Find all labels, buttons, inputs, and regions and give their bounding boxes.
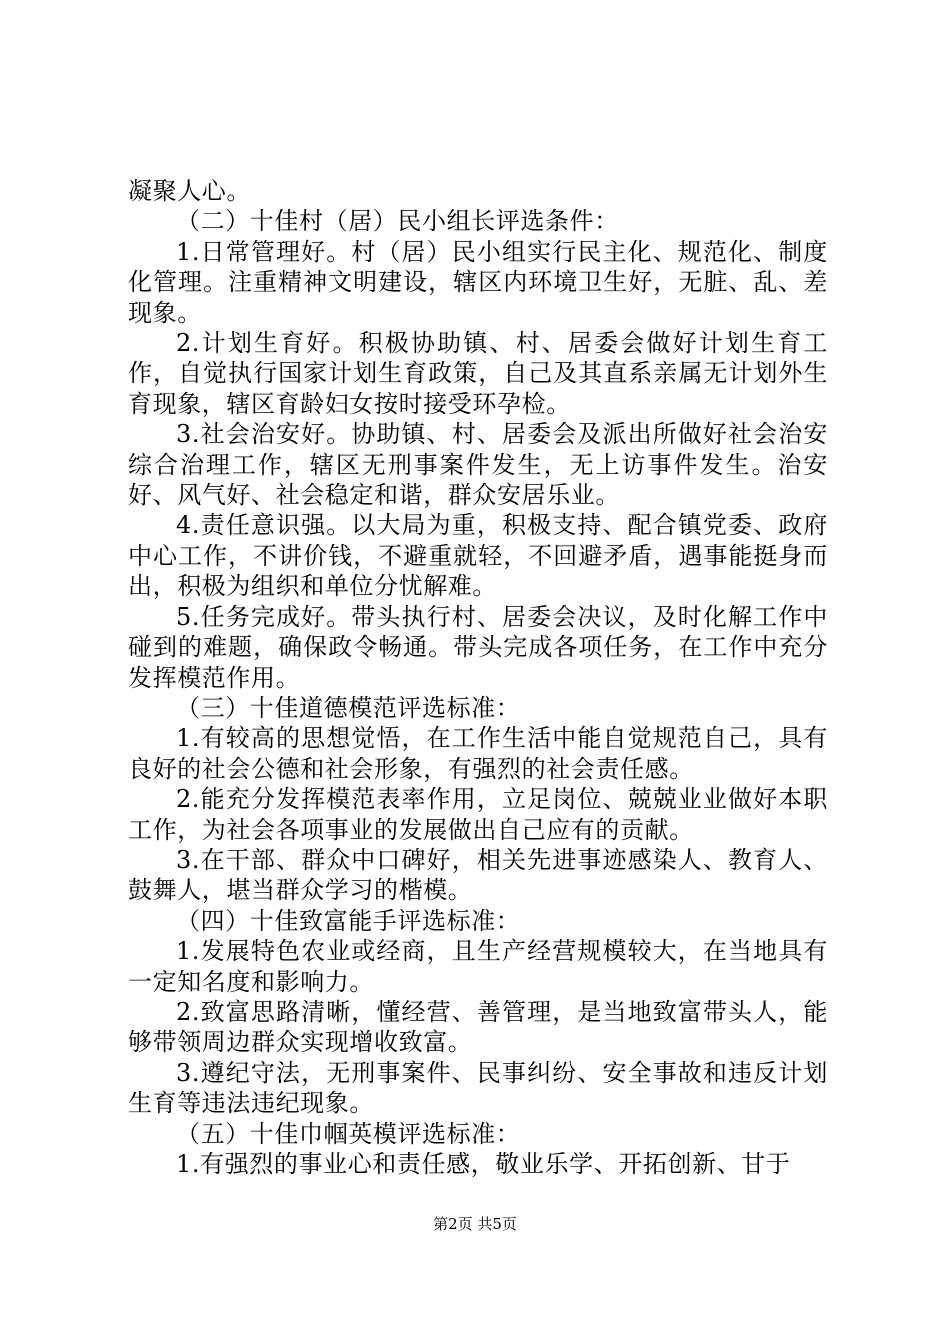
paragraph: 4.责任意识强。以大局为重，积极支持、配合镇党委、政府中心工作，不讲价钱，不避重就轻，不回避矛盾，遇事能挺身而出，积极为组织和单位分忧解难。 — [128, 511, 828, 601]
paragraph: 1.发展特色农业或经商，且生产经营规模较大，在当地具有一定知名度和影响力。 — [128, 937, 828, 996]
paragraph: 5.任务完成好。带头执行村、居委会决议，及时化解工作中碰到的难题，确保政令畅通。带头完成各项任务，在工作中充分发挥模范作用。 — [128, 602, 828, 692]
section-heading: （二）十佳村（居）民小组长评选条件： — [176, 207, 619, 236]
paragraph: 2.计划生育好。积极协助镇、村、居委会做好计划生育工作，自觉执行国家计划生育政策，自己及其直系亲属无计划外生育现象，辖区育龄妇女按时接受环孕检。 — [128, 329, 828, 418]
paragraph: 3.在干部、群众中口碑好，相关先进事迹感染人、教育人、鼓舞人，堪当群众学习的楷模。 — [128, 845, 828, 905]
paragraph: 1.日常管理好。村（居）民小组实行民主化、规范化、制度化管理。注重精神文明建设，辖区内环境卫生好，无脏、乱、差现象。 — [128, 237, 828, 327]
paragraph: 3.遵纪守法，无刑事案件、民事纠纷、安全事故和违反计划生育等违法违纪现象。 — [128, 1058, 828, 1118]
paragraph: 2.能充分发挥模范表率作用，立足岗位、兢兢业业做好本职工作，为社会各项事业的发展做出自己应有的贡献。 — [128, 785, 828, 844]
paragraph: 3.社会治安好。协助镇、村、居委会及派出所做好社会治安综合治理工作，辖区无刑事案件发生，无上访事件发生。治安好、风气好、社会稳定和谐，群众安居乐业。 — [128, 420, 828, 510]
section-heading: （五）十佳巾帼英模评选标准： — [176, 1119, 521, 1148]
paragraph: 1.有较高的思想觉悟，在工作生活中能自觉规范自己，具有良好的社会公德和社会形象，有强烈的社会责任感。 — [128, 724, 828, 783]
section-heading: （四）十佳致富能手评选标准： — [176, 906, 521, 935]
paragraph: 1.有强烈的事业心和责任感，敬业乐学、开拓创新、甘于 — [176, 1150, 791, 1178]
paragraph: 2.致富思路清晰，懂经营、善管理，是当地致富带头人，能够带领周边群众实现增收致富。 — [128, 997, 828, 1057]
page-number-footer: 第2页 共5页 — [433, 1215, 517, 1233]
paragraph: 凝聚人心。 — [128, 177, 251, 205]
document-body — [128, 176, 828, 1179]
section-heading: （三）十佳道德模范评选标准： — [176, 693, 521, 722]
